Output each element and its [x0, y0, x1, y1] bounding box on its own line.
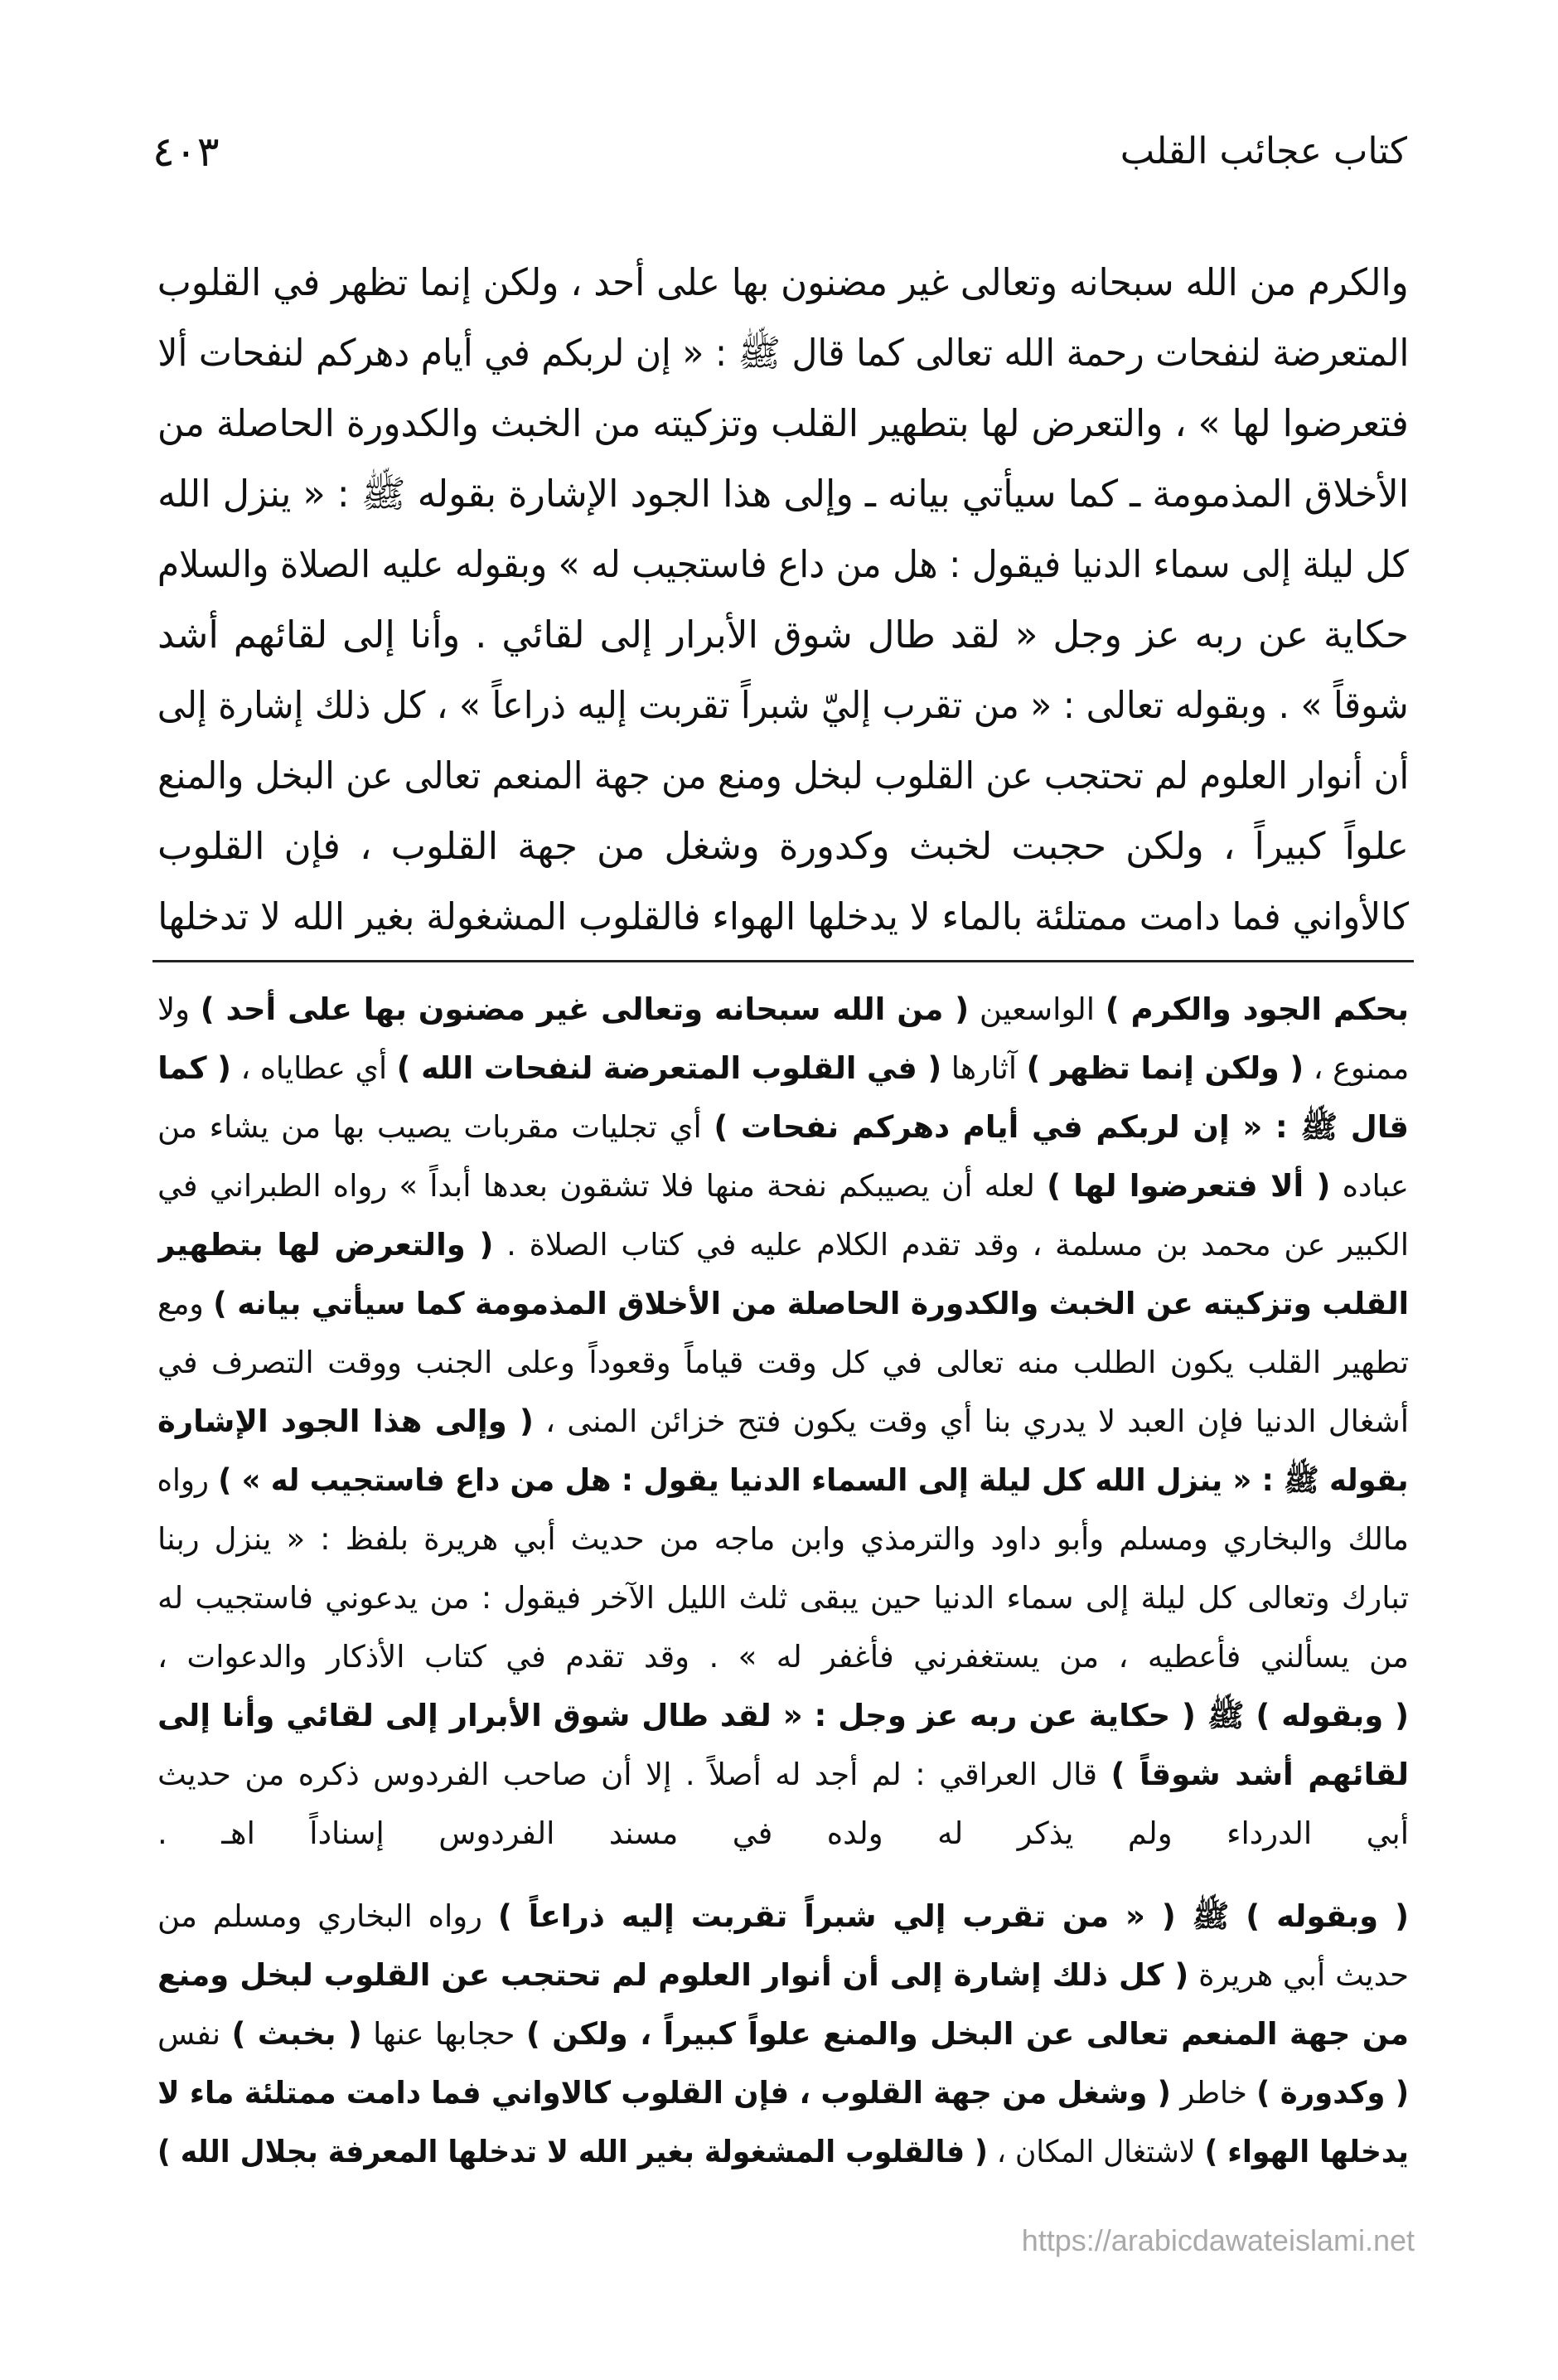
- commentary-quoted-text: ( ولكن إنما تظهر ): [1026, 1050, 1304, 1086]
- commentary-line: [157, 1804, 1409, 1863]
- main-text-line-text: الأخلاق المذمومة ـ كما سيأتي بيانه ـ وإلى هذا الجود الإشارة بقوله ﷺ : « ينزل الله: [157, 472, 1409, 516]
- commentary-quoted-text: ( كما: [157, 1050, 231, 1086]
- main-text-line: [157, 529, 1409, 599]
- commentary-line: [157, 980, 1409, 1039]
- commentary-line: [157, 1215, 1409, 1274]
- commentary-line-text: [157, 2063, 1409, 2122]
- commentary-quoted-text: ( من الله سبحانه وتعالى غير مضنون بها على أحد ): [200, 991, 970, 1027]
- commentary-line-text: [157, 1686, 1409, 1745]
- commentary-quoted-text: قال ﷺ : « إن لربكم في أيام دهركم نفحات ): [714, 1109, 1409, 1145]
- commentary-quoted-text: ( في القلوب المتعرضة لنفحات الله ): [396, 1050, 941, 1086]
- commentary-paragraph: [157, 1887, 1409, 2181]
- main-text-line-text: علواً كبيراً ، ولكن حجبت لخبث وكدورة وشغل من جهة القلوب ، فإن القلوب: [157, 824, 1409, 868]
- commentary-explanation-text: قال العراقي : لم أجد له أصلاً . إلا أن صاحب الفردوس ذكره من حديث: [157, 1757, 1098, 1792]
- commentary-line-text: [157, 1156, 1409, 1215]
- commentary-quoted-text: من جهة المنعم تعالى عن البخل والمنع علواً كبيراً ، ولكن ): [525, 2016, 1409, 2052]
- footnote-separator-rule: [152, 960, 1414, 962]
- commentary-line-text: [157, 1946, 1409, 2004]
- main-text-line-text: كل ليلة إلى سماء الدنيا فيقول : هل من داع فاستجيب له » وبقوله عليه الصلاة والسلام: [157, 542, 1409, 586]
- commentary-explanation-text: عباده: [1342, 1168, 1409, 1204]
- commentary-quoted-text: بحكم الجود والكرم ): [1105, 991, 1409, 1027]
- commentary-explanation-text: نفس: [157, 2016, 221, 2052]
- main-text-line: [157, 599, 1409, 670]
- commentary-line-text: [157, 980, 1409, 1039]
- commentary-line: [157, 1686, 1409, 1745]
- commentary-explanation-text: آثارها: [951, 1050, 1017, 1086]
- main-text-line-text: فتعرضوا لها » ، والتعرض لها بتطهير القلب وتزكيته من الخبث والكدورة الحاصلة من: [157, 401, 1409, 445]
- commentary-explanation-text: حديث أبي هريرة: [1198, 1957, 1409, 1993]
- commentary-line-text: [157, 2122, 1409, 2181]
- commentary-explanation-text: ولا: [157, 991, 190, 1027]
- commentary-quoted-text: ( وبقوله ) ﷺ ( حكاية عن ربه عز وجل : « لقد طال شوق الأبرار إلى لقائي وأنا إلى: [157, 1698, 1409, 1733]
- commentary-line-text: [157, 1098, 1409, 1156]
- watermark-url: https://arabicdawateislami.net: [1021, 2223, 1415, 2257]
- commentary-quoted-text: ( وكدورة ): [1256, 2075, 1409, 2111]
- commentary-line-text: [157, 1215, 1409, 1274]
- commentary-quoted-text: ( وبقوله ) ﷺ ( « من تقرب إلي شبراً تقربت إليه ذراعاً ): [497, 1898, 1409, 1934]
- commentary-line-text: [157, 1392, 1409, 1451]
- commentary-explanation-text: الواسعين: [979, 991, 1096, 1027]
- main-text-line: [157, 811, 1409, 881]
- commentary-quoted-text: ( كل ذلك إشارة إلى أن أنوار العلوم لم تحتجب عن القلوب لبخل ومنع: [157, 1957, 1189, 1993]
- commentary-paragraph: [157, 980, 1409, 1863]
- commentary-line: [157, 1039, 1409, 1098]
- commentary-explanation-text: رواه البخاري ومسلم من: [157, 1898, 483, 1934]
- commentary-line: [157, 2004, 1409, 2063]
- commentary-explanation-text: حجابها عنها: [373, 2016, 515, 2052]
- main-text: [157, 247, 1409, 952]
- commentary-line-text: [157, 1333, 1409, 1392]
- commentary-line: [157, 2063, 1409, 2122]
- commentary-quoted-text: ( والتعرض لها بتطهير: [157, 1227, 494, 1263]
- commentary-line: [157, 1098, 1409, 1156]
- commentary-line: [157, 1946, 1409, 2004]
- commentary-line: [157, 1451, 1409, 1510]
- commentary-explanation-text: تطهير القلب يكون الطلب منه تعالى في كل وقت قياماً وقعوداً وعلى الجنب ووقت التصرف في: [157, 1345, 1409, 1380]
- commentary-explanation-text: لاشتغال المكان ،: [997, 2134, 1196, 2169]
- main-text-line-text: حكاية عن ربه عز وجل « لقد طال شوق الأبرار إلى لقائي . وأنا إلى لقائهم أشد: [157, 613, 1409, 657]
- commentary-explanation-text: أبي الدرداء ولم يذكر له ولده في مسند الفردوس إسناداً اهـ .: [157, 1815, 1409, 1851]
- main-text-line-text: كالأواني فما دامت ممتلئة بالماء لا يدخلها الهواء فالقلوب المشغولة بغير الله لا تدخلها: [157, 894, 1409, 938]
- commentary-explanation-text: مالك والبخاري ومسلم وأبو داود والترمذي وابن ماجه من حديث أبي هريرة بلفظ : « ينزل ربنا: [157, 1521, 1409, 1557]
- main-text-line: [157, 247, 1409, 317]
- main-text-line-text: أن أنوار العلوم لم تحتجب عن القلوب لبخل ومنع من جهة المنعم تعالى عن البخل والمنع: [157, 754, 1409, 797]
- main-text-line-text: شوقاً » . وبقوله تعالى : « من تقرب إليّ شبراً تقربت إليه ذراعاً » ، كل ذلك إشارة إلى: [157, 683, 1409, 727]
- page-number: ٤٠٣: [152, 128, 220, 176]
- commentary-line: [157, 1156, 1409, 1215]
- main-text-line: [157, 670, 1409, 740]
- commentary-line-text: [157, 1451, 1409, 1510]
- commentary-quoted-text: ( وإلى هذا الجود الإشارة: [157, 1403, 534, 1439]
- commentary-quoted-text: يدخلها الهواء ): [1204, 2134, 1409, 2169]
- main-text-line: [157, 740, 1409, 811]
- commentary-line: [157, 1568, 1409, 1627]
- commentary-line: [157, 1510, 1409, 1568]
- main-text-line: [157, 458, 1409, 529]
- main-text-line-text: المتعرضة لنفحات رحمة الله تعالى كما قال ﷺ : « إن لربكم في أيام دهركم لنفحات ألا: [157, 331, 1409, 375]
- commentary-line: [157, 1333, 1409, 1392]
- commentary-explanation-text: رواه: [157, 1462, 210, 1498]
- commentary-line-text: [157, 1804, 1409, 1863]
- commentary-explanation-text: ومع: [157, 1286, 204, 1321]
- commentary-line-text: [157, 1627, 1409, 1686]
- commentary-line-text: [157, 1039, 1409, 1098]
- running-title: كتاب عجائب القلب: [1120, 130, 1407, 172]
- commentary-line: [157, 1392, 1409, 1451]
- commentary-quoted-text: ( ألا فتعرضوا لها ): [1047, 1168, 1331, 1204]
- commentary-line-text: [157, 1745, 1409, 1804]
- commentary-line-text: [157, 1510, 1409, 1568]
- commentary-line-text: [157, 1887, 1409, 1946]
- commentary-line: [157, 1627, 1409, 1686]
- commentary-quoted-text: القلب وتزكيته عن الخبث والكدورة الحاصلة من الأخلاق المذمومة كما سيأتي بيانه ): [213, 1286, 1409, 1321]
- commentary-quoted-text: ( بخبث ): [231, 2016, 362, 2052]
- main-text-line: [157, 317, 1409, 388]
- commentary-line: [157, 1274, 1409, 1333]
- commentary-quoted-text: بقوله ﷺ : « ينزل الله كل ليلة إلى السماء الدنيا يقول : هل من داع فاستجيب له » ): [218, 1462, 1409, 1498]
- main-text-line: [157, 881, 1409, 952]
- commentary-line: [157, 1887, 1409, 1946]
- commentary-line: [157, 2122, 1409, 2181]
- commentary-explanation-text: من يسألني فأعطيه ، من يستغفرني فأغفر له » . وقد تقدم في كتاب الأذكار والدعوات ،: [157, 1639, 1409, 1675]
- commentary-explanation-text: خاطر: [1180, 2075, 1247, 2111]
- commentary-line-text: [157, 1568, 1409, 1627]
- commentary-explanation-text: تبارك وتعالى كل ليلة إلى سماء الدنيا حين يبقى ثلث الليل الآخر فيقول : من يدعوني فاستجيب له: [157, 1580, 1409, 1616]
- main-text-line-text: والكرم من الله سبحانه وتعالى غير مضنون بها على أحد ، ولكن إنما تظهر في القلوب: [157, 260, 1409, 304]
- commentary-explanation-text: أي تجليات مقربات يصيب بها من يشاء من: [157, 1109, 702, 1145]
- commentary-explanation-text: لعله أن يصيبكم نفحة منها فلا تشقون بعدها أبداً » رواه الطبراني في: [157, 1168, 1035, 1204]
- commentary-explanation-text: أي عطاياه ،: [240, 1050, 387, 1086]
- main-text-line: [157, 388, 1409, 458]
- commentary-explanation-text: الكبير عن محمد بن مسلمة ، وقد تقدم الكلام عليه في كتاب الصلاة .: [506, 1227, 1409, 1263]
- commentary-line-text: [157, 1274, 1409, 1333]
- commentary-explanation-text: ممنوع ،: [1313, 1050, 1409, 1086]
- commentary: [157, 980, 1409, 2181]
- commentary-quoted-text: لقائهم أشد شوقاً ): [1110, 1757, 1409, 1792]
- commentary-line-text: [157, 2004, 1409, 2063]
- commentary-quoted-text: ( وشغل من جهة القلوب ، فإن القلوب كالاواني فما دامت ممتلئة ماء لا: [157, 2075, 1171, 2111]
- commentary-quoted-text: ( فالقلوب المشغولة بغير الله لا تدخلها المعرفة بجلال الله ): [157, 2134, 989, 2169]
- commentary-explanation-text: أشغال الدنيا فإن العبد لا يدري بنا أي وقت يكون فتح خزائن المنى ،: [545, 1403, 1409, 1439]
- commentary-line: [157, 1745, 1409, 1804]
